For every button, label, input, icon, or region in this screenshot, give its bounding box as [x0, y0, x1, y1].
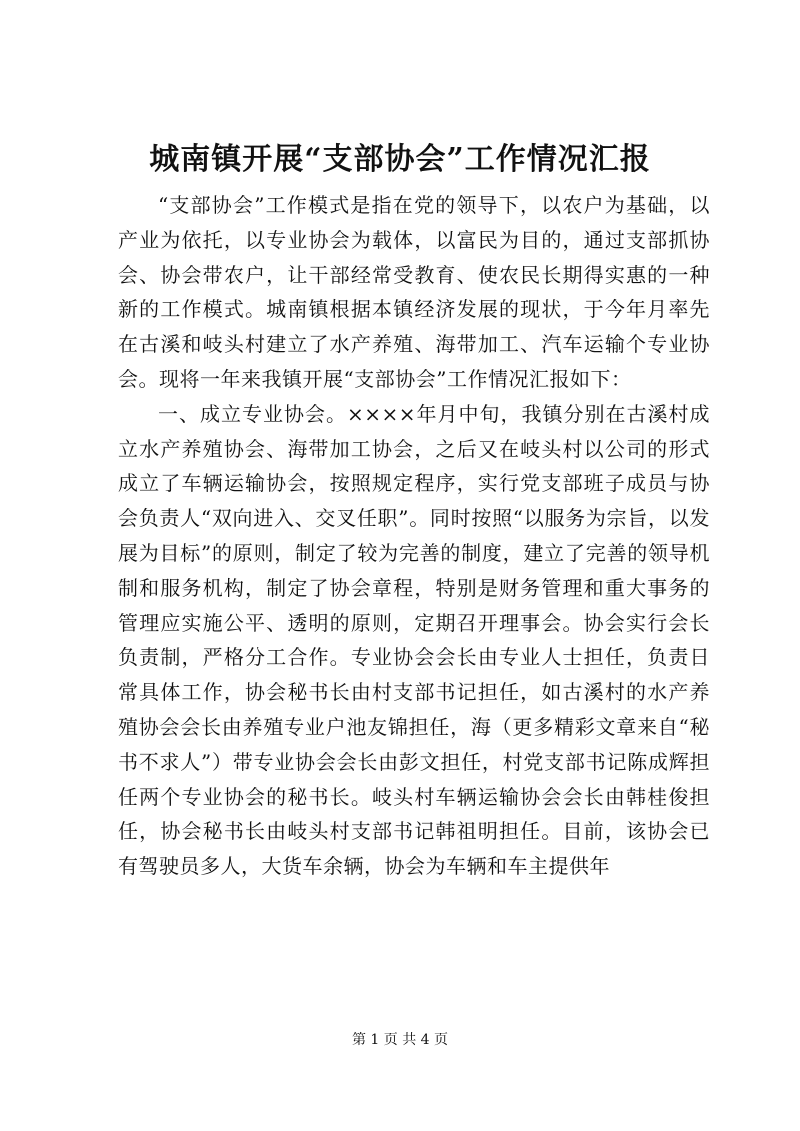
document-body — [118, 188, 710, 884]
paragraph-section-1: 一、成立专业协会。××××年月中旬，我镇分别在古溪村成立水产养殖协会、海带加工协会，之后又在岐头村以公司的形式成立了车辆运输协会，按照规定程序，实行党支部班子成员与协会负责人“双向进入、交叉任职”。同时按照“以服务为宗旨，以发展为目标”的原则，制定了较为完善的制度，建立了完善的领导机制和服务机构，制定了协会章程，特别是财务管理和重大事务的管理应实施公平、透明的原则，定期召开理事会。协会实行会长负责制，严格分工合作。专业协会会长由专业人士担任，负责日常具体工作，协会秘书长由村支部书记担任，如古溪村的水产养殖协会会长由养殖专业户池友锦担任，海（更多精彩文章来自“秘书不求人”）带专业协会会长由彭文担任，村党支部书记陈成辉担任两个专业协会的秘书长。岐头村车辆运输协会会长由韩桂俊担任，协会秘书长由岐头村支部书记韩祖明担任。目前，该协会已有驾驶员多人，大货车余辆，协会为车辆和车主提供年 — [118, 401, 710, 879]
page-number-footer: 第 1 页 共 4 页 — [351, 1032, 449, 1048]
document-title: 城南镇开展“支部协会”工作情况汇报 — [149, 142, 651, 177]
paragraph-intro: “支部协会”工作模式是指在党的领导下，以农户为基础，以产业为依托，以专业协会为载体，以富民为目的，通过支部抓协会、协会带农户，让干部经常受教育、使农民长期得实惠的一种新的工作模式。城南镇根据本镇经济发展的现状，于今年月率先在古溪和岐头村建立了水产养殖、海带加工、汽车运输个专业协会。现将一年来我镇开展“支部协会”工作情况汇报如下： — [118, 193, 710, 391]
